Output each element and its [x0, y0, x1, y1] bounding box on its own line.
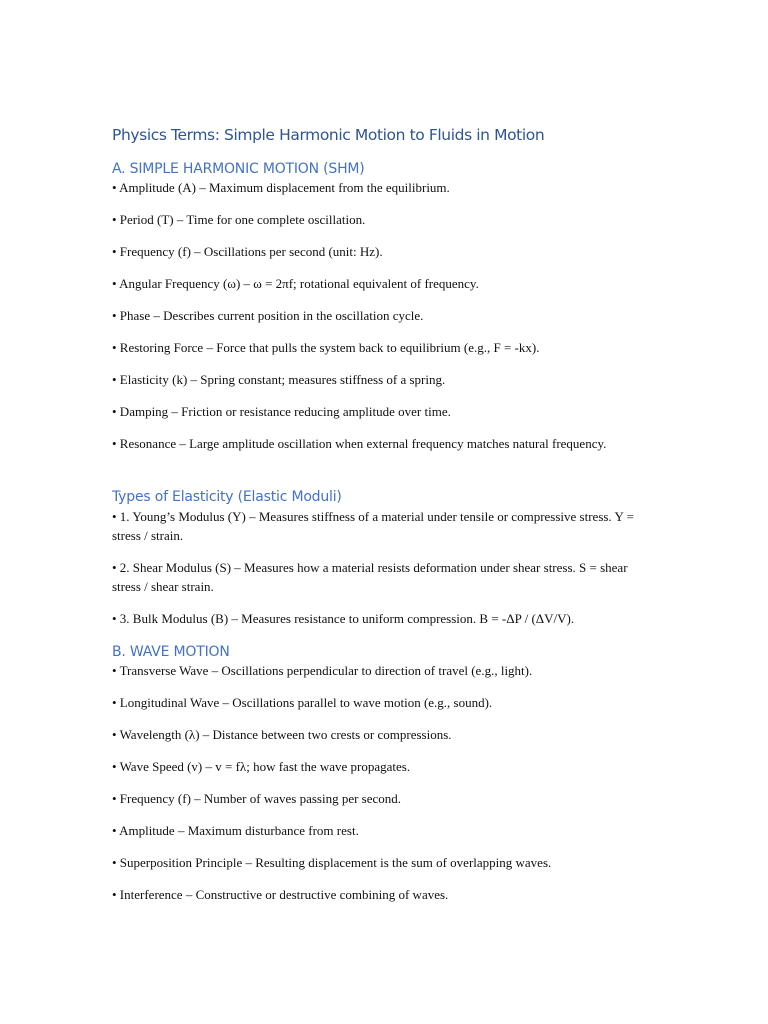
document-title: Physics Terms: Simple Harmonic Motion to Fluids in Motion: [112, 126, 545, 144]
list-item-restoring-force: • Restoring Force – Force that pulls the system back to equilibrium (e.g., F = -kx).: [112, 340, 540, 355]
list-item-interference: • Interference – Constructive or destructive combining of waves.: [112, 887, 449, 902]
list-item-wave-speed: • Wave Speed (v) – v = fλ; how fast the wave propagates.: [112, 759, 411, 774]
section-heading-wave-motion: B. WAVE MOTION: [112, 644, 230, 660]
list-item-youngs-modulus: • 1. Young’s Modulus (Y) – Measures stiffness of a material under tensile or compressive stress. Y = stress / strain.: [112, 509, 634, 543]
list-item-wave-amplitude: • Amplitude – Maximum disturbance from rest.: [112, 823, 359, 838]
list-item-wave-frequency: • Frequency (f) – Number of waves passing per second.: [112, 791, 402, 806]
list-item-angular-frequency: • Angular Frequency (ω) – ω = 2πf; rotational equivalent of frequency.: [112, 276, 479, 291]
list-item-frequency: • Frequency (f) – Oscillations per second (unit: Hz).: [112, 244, 383, 259]
list-item-resonance: • Resonance – Large amplitude oscillation when external frequency matches natural frequency.: [112, 436, 607, 451]
list-item-bulk-modulus: • 3. Bulk Modulus (B) – Measures resistance to uniform compression. B = -ΔP / (ΔV/V).: [112, 611, 575, 626]
list-item-elasticity: • Elasticity (k) – Spring constant; measures stiffness of a spring.: [112, 372, 446, 387]
list-item-period: • Period (T) – Time for one complete oscillation.: [112, 212, 366, 227]
section-heading-shm: A. SIMPLE HARMONIC MOTION (SHM): [112, 161, 365, 177]
section-heading-elastic-moduli: Types of Elasticity (Elastic Moduli): [112, 489, 342, 505]
list-item-shear-modulus: • 2. Shear Modulus (S) – Measures how a material resists deformation under shear stress. S = shear stress / shear strain.: [112, 560, 628, 594]
list-item-wavelength: • Wavelength (λ) – Distance between two crests or compressions.: [112, 727, 452, 742]
list-item-damping: • Damping – Friction or resistance reducing amplitude over time.: [112, 404, 451, 419]
list-item-amplitude: • Amplitude (A) – Maximum displacement from the equilibrium.: [112, 180, 450, 195]
list-item-phase: • Phase – Describes current position in the oscillation cycle.: [112, 308, 424, 323]
list-item-superposition: • Superposition Principle – Resulting displacement is the sum of overlapping waves.: [112, 855, 552, 870]
list-item-transverse-wave: • Transverse Wave – Oscillations perpendicular to direction of travel (e.g., light).: [112, 663, 533, 678]
list-item-longitudinal-wave: • Longitudinal Wave – Oscillations parallel to wave motion (e.g., sound).: [112, 695, 493, 710]
